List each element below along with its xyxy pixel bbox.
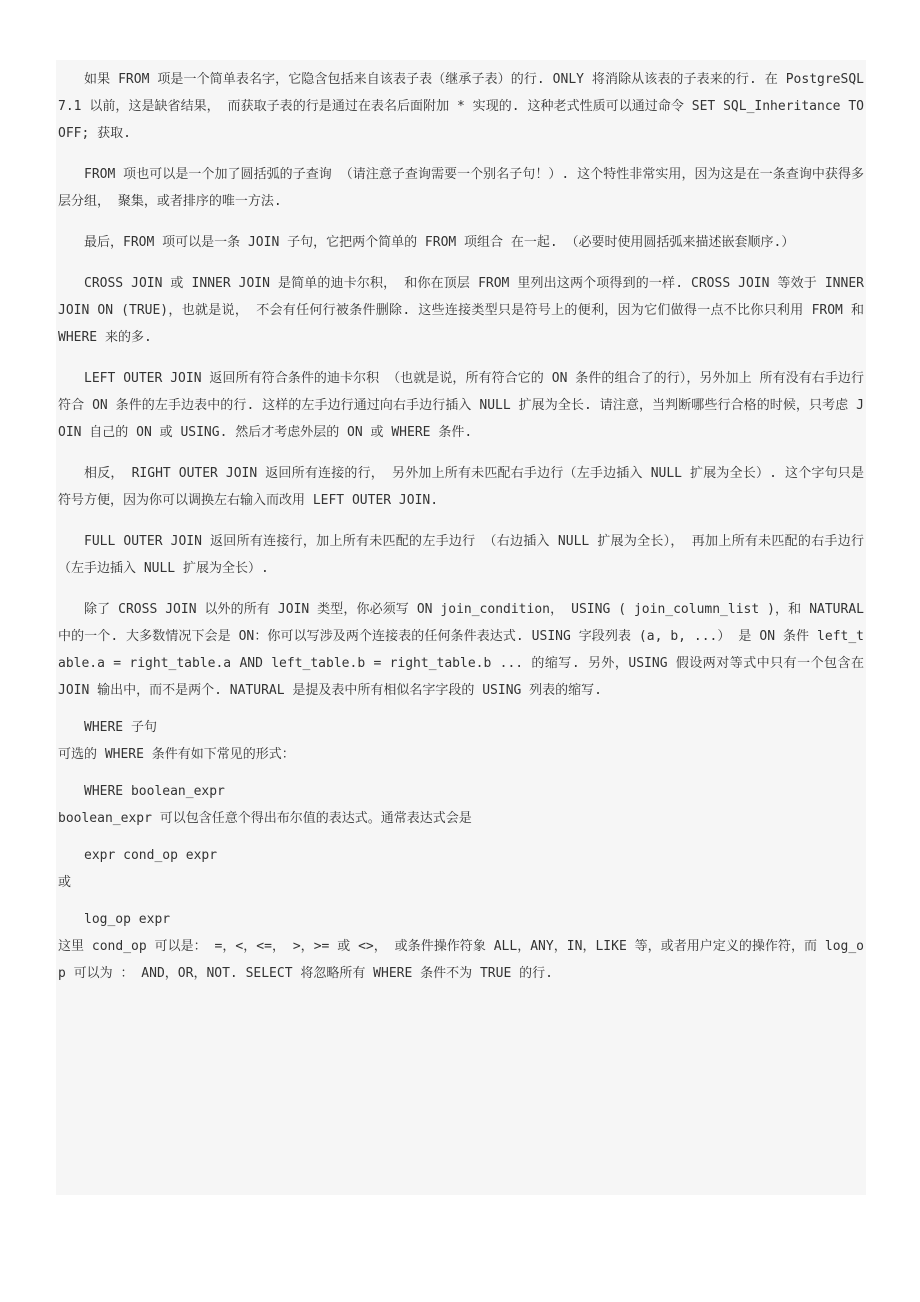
- document-body: [56, 60, 866, 1195]
- paragraph-join-conditions: 除了 CROSS JOIN 以外的所有 JOIN 类型，你必须写 ON join_condition， USING ( join_column_list )，和 NATURAL 中的一个. 大多数情况下会是 ON：你可以写涉及两个连接表的任何条件表达式. USING 字段列表 (a, b, ...） 是 ON 条件 left_table.a = right_table.a AND left_table.b = right_table.b ... 的缩写. 另外，USING 假设两对等式中只有一个包含在 JOIN 输出中，而不是两个. NATURAL 是提及表中所有相似名字字段的 USING 列表的缩写.: [58, 602, 864, 698]
- where-or-text: 或: [58, 875, 72, 890]
- paragraph-left-outer-join: LEFT OUTER JOIN 返回所有符合条件的迪卡尔积 （也就是说，所有符合它的 ON 条件的组合了的行），另外加上 所有没有右手边行符合 ON 条件的左手边表中的行. 这样的左手边行通过向右手边行插入 NULL 扩展为全长. 请注意，当判断哪些行合格的时候，只考虑 JOIN 自己的 ON 或 USING. 然后才考虑外层的 ON 或 WHERE 条件.: [58, 371, 864, 440]
- where-heading: WHERE 子句: [84, 720, 157, 735]
- where-description: boolean_expr 可以包含任意个得出布尔值的表达式。通常表达式会是: [58, 811, 472, 826]
- where-syntax: WHERE boolean_expr: [84, 784, 225, 799]
- paragraph-right-outer-join: 相反， RIGHT OUTER JOIN 返回所有连接的行， 另外加上所有未匹配右手边行（左手边插入 NULL 扩展为全长）. 这个字句只是符号方便，因为你可以调换左右输入而改用 LEFT OUTER JOIN.: [58, 466, 864, 508]
- where-closing: 这里 cond_op 可以是： =，<，<=， >，>= 或 <>， 或条件操作符象 ALL，ANY，IN，LIKE 等，或者用户定义的操作符，而 log_op 可以为 ： AND，OR，NOT. SELECT 将忽略所有 WHERE 条件不为 TRUE 的行.: [58, 939, 865, 981]
- where-form-log-op: log_op expr: [84, 912, 171, 927]
- paragraph-full-outer-join: FULL OUTER JOIN 返回所有连接行，加上所有未匹配的左手边行 （右边插入 NULL 扩展为全长）， 再加上所有未匹配的右手边行（左手边插入 NULL 扩展为全长）.: [58, 534, 864, 576]
- where-form-cond-op: expr cond_op expr: [84, 848, 218, 863]
- paragraph-from-subquery: FROM 项也可以是一个加了圆括弧的子查询 （请注意子查询需要一个别名子句！）. 这个特性非常实用，因为这是在一条查询中获得多层分组， 聚集，或者排序的唯一方法.: [58, 167, 864, 209]
- paragraph-from-table-inheritance: 如果 FROM 项是一个简单表名字，它隐含包括来自该表子表（继承子表）的行. ONLY 将消除从该表的子表来的行. 在 PostgreSQL 7.1 以前，这是缺省结果， 而获取子表的行是通过在表名后面附加 * 实现的. 这种老式性质可以通过命令 SET SQL_Inheritance TO OFF; 获取.: [58, 72, 864, 141]
- where-intro: 可选的 WHERE 条件有如下常见的形式：: [58, 747, 295, 762]
- paragraph-cross-inner-join: CROSS JOIN 或 INNER JOIN 是简单的迪卡尔积， 和你在顶层 FROM 里列出这两个项得到的一样. CROSS JOIN 等效于 INNER JOIN ON (TRUE)，也就是说， 不会有任何行被条件删除. 这些连接类型只是符号上的便利，因为它们做得一点不比你只利用 FROM 和 WHERE 来的多.: [58, 276, 864, 345]
- paragraph-from-join: 最后，FROM 项可以是一条 JOIN 子句，它把两个简单的 FROM 项组合 在一起. （必要时使用圆括弧来描述嵌套顺序.）: [84, 235, 795, 250]
